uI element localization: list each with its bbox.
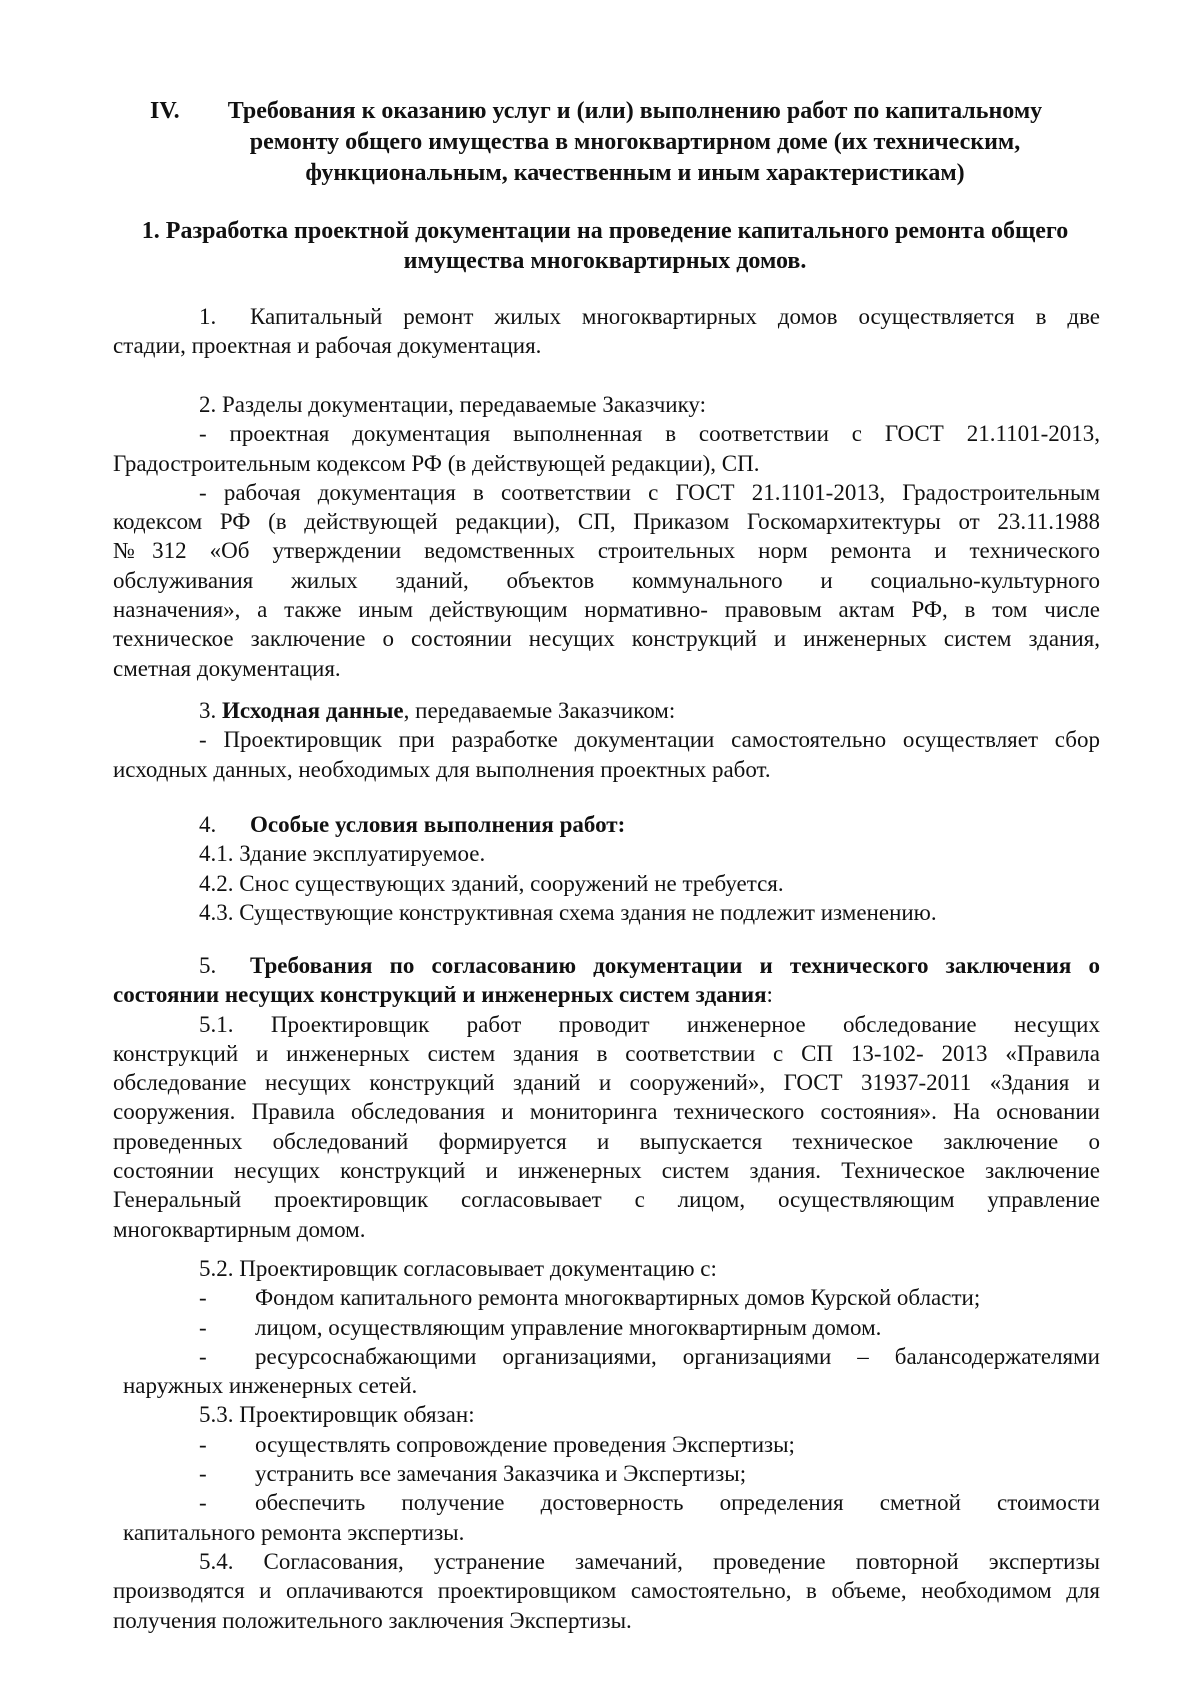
paragraph-title: Особые условия выполнения работ:	[250, 812, 626, 837]
paragraph-5	[113, 951, 1100, 1635]
list-item: 4.3. Существующие конструктивная схема здания не подлежит изменению.	[199, 899, 937, 925]
paragraph-text: Капитальный ремонт жилых многоквартирных домов осуществляется в две	[250, 304, 1100, 329]
dash-bullet: -	[199, 1285, 207, 1311]
list-item-text: капитального ремонта экспертизы.	[123, 1519, 465, 1545]
list-item	[113, 1342, 1100, 1371]
subsection-title-line: 1. Разработка проектной документации на проведение капитального ремонта общего	[141, 218, 1069, 244]
list-item-text: устранить все замечания Заказчика и Экспертизы;	[255, 1461, 747, 1487]
colon: :	[766, 982, 773, 1008]
paragraph-3	[113, 696, 1100, 784]
list-item	[113, 1430, 1100, 1459]
list-item: 4.2. Снос существующих зданий, сооружений не требуется.	[199, 870, 784, 896]
text-line: обследование несущих конструкций зданий и сооружений», ГОСТ 31937-2011 «Здания и	[113, 1070, 1100, 1096]
paragraph-title: Требования по согласованию документации и технического заключения о	[250, 953, 1100, 978]
list-item-text: обеспечить получение достоверность определения сметной стоимости	[255, 1490, 1100, 1516]
paragraph-text: , передаваемые Заказчиком:	[403, 698, 676, 723]
list-item-text: Фондом капитального ремонта многоквартирных домов Курской области;	[255, 1285, 981, 1311]
text-line: получения положительного заключения Экспертизы.	[113, 1607, 632, 1633]
text-line: конструкций и инженерных систем здания в соответствии с СП 13-102- 2013 «Правила	[113, 1040, 1100, 1066]
text-line: 5.3. Проектировщик обязан:	[199, 1402, 475, 1428]
list-item-line: кодексом РФ (в действующей редакции), СП, Приказом Госкомархитектуры от 23.11.1988	[113, 509, 1100, 535]
list-item-line: Градостроительным кодексом РФ (в действующей редакции), СП.	[113, 450, 760, 476]
text-line: Генеральный проектировщик согласовывает с лицом, осуществляющим управление	[113, 1187, 1100, 1213]
list-item-text: ресурсоснабжающими организациями, организациями – балансодержателями	[255, 1343, 1100, 1369]
subsection-heading	[110, 216, 1100, 276]
paragraph-number: 4.	[199, 812, 217, 837]
list-item-line: - рабочая документация в соответствии с ГОСТ 21.1101-2013, Градостроительным	[199, 479, 1100, 505]
section-number: IV.	[150, 98, 180, 124]
dash-bullet: -	[199, 1343, 207, 1369]
text-line: проведенных обследований формируется и выпускается техническое заключение о	[113, 1128, 1100, 1154]
dash-bullet: -	[199, 1461, 207, 1487]
text-line: производятся и оплачиваются проектировщиком самостоятельно, в объеме, необходимом для	[113, 1578, 1100, 1604]
section-title-line: Требования к оказанию услуг и (или) выполнению работ по капитальному	[227, 98, 1043, 124]
list-item-line: сметная документация.	[113, 655, 341, 681]
list-item	[113, 1283, 1100, 1312]
text-line: 5.4. Согласования, устранение замечаний, проведение повторной экспертизы	[199, 1548, 1100, 1574]
text-line: 5.2. Проектировщик согласовывает документацию с:	[199, 1255, 717, 1281]
paragraph-number: 3.	[199, 698, 217, 723]
dash-bullet: -	[199, 1490, 207, 1516]
list-item-text: лицом, осуществляющим управление многоквартирным домом.	[255, 1314, 882, 1340]
dash-bullet: -	[199, 1431, 207, 1457]
paragraph-heading: 2. Разделы документации, передаваемые Заказчику:	[199, 392, 707, 417]
list-item	[113, 1488, 1100, 1517]
section-title-line: ремонту общего имущества в многоквартирном доме (их техническим,	[249, 129, 1021, 155]
paragraph-1	[113, 302, 1100, 361]
list-item-text: осуществлять сопровождение проведения Экспертизы;	[255, 1431, 795, 1457]
list-item	[113, 1313, 1100, 1342]
list-item: 4.1. Здание эксплуатируемое.	[199, 841, 486, 867]
list-item-line: обслуживания жилых зданий, объектов коммунального и социально-культурного	[113, 567, 1100, 593]
text-line: состоянии несущих конструкций и инженерных систем здания. Техническое заключение	[113, 1158, 1100, 1184]
paragraph-title: состоянии несущих конструкций и инженерных систем здания	[113, 982, 767, 1008]
list-item-line: исходных данных, необходимых для выполнения проектных работ.	[113, 756, 771, 782]
paragraph-4	[113, 810, 1100, 927]
list-item-line: - Проектировщик при разработке документации самостоятельно осуществляет сбор	[199, 727, 1100, 753]
dash-bullet: -	[199, 1314, 207, 1340]
subsection-title-line: имущества многоквартирных домов.	[403, 248, 807, 274]
section-title-line: функциональным, качественным и иным характеристикам)	[305, 160, 965, 186]
list-item-line: №312 «Об утверждении ведомственных строительных норм ремонта и технического	[113, 538, 1100, 564]
list-item-line: - проектная документация выполненная в соответствии с ГОСТ 21.1101-2013,	[199, 421, 1100, 447]
list-item	[113, 1459, 1100, 1488]
text-line: сооружения. Правила обследования и мониторинга технического состояния». На основании	[113, 1099, 1100, 1125]
section-heading	[150, 96, 1070, 189]
paragraph-number: 1.	[199, 304, 217, 329]
paragraph-bold-term: Исходная данные	[222, 698, 404, 723]
list-item-line: техническое заключение о состоянии несущих конструкций и инженерных систем здания,	[113, 626, 1100, 652]
paragraph-number: 5.	[199, 953, 217, 978]
text-line: многоквартирным домом.	[113, 1216, 366, 1242]
text-line: 5.1. Проектировщик работ проводит инженерное обследование несущих	[199, 1011, 1100, 1037]
paragraph-text: стадии, проектная и рабочая документация.	[113, 333, 542, 359]
list-item-text: наружных инженерных сетей.	[123, 1373, 418, 1399]
list-item-line: назначения», а также иным действующим нормативно- правовым актам РФ, в том числе	[113, 597, 1100, 623]
paragraph-2	[113, 390, 1100, 683]
